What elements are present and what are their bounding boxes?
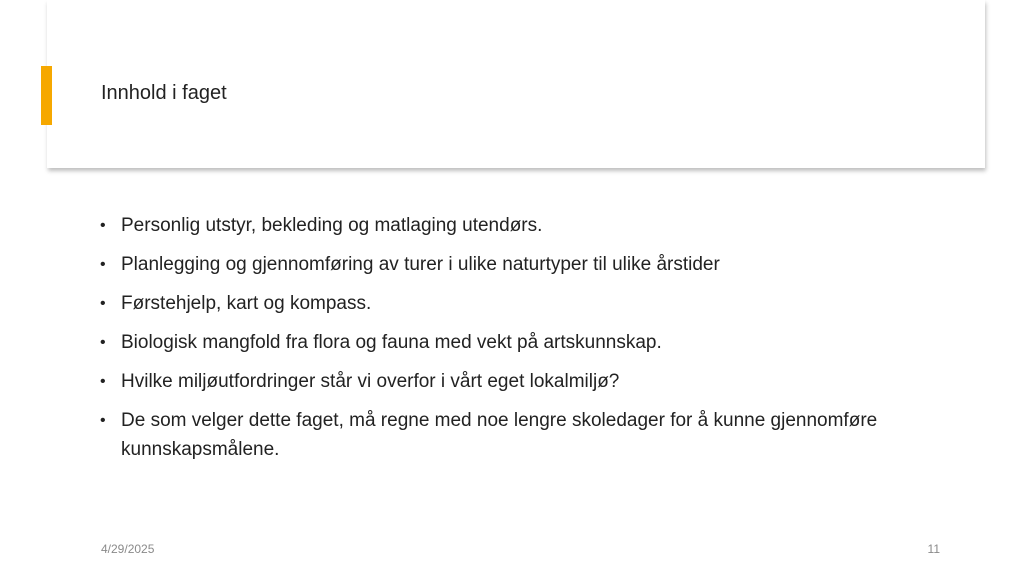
page-number: 11: [927, 542, 940, 556]
bullet-item-5: • Hvilke miljøutfordringer står vi overfor i vårt eget lokalmiljø?: [100, 367, 900, 396]
bullet-item-6: • De som velger dette faget, må regne med noe lengre skoledager for å kunne gjennomføre kunnskapsmålene.: [100, 406, 900, 464]
bullet-item-4: • Biologisk mangfold fra flora og fauna med vekt på artskunnskap.: [100, 328, 900, 357]
bullet-item-3: • Førstehjelp, kart og kompass.: [100, 289, 900, 318]
title-accent-bar: [41, 66, 52, 125]
bullet-item-2: • Planlegging og gjennomføring av turer i ulike naturtyper til ulike årstider: [100, 250, 900, 279]
bullet-item-1: • Personlig utstyr, bekleding og matlaging utendørs.: [100, 211, 900, 240]
footer-date: 4/29/2025: [101, 542, 155, 556]
slide-title: Innhold i faget: [101, 82, 227, 104]
bullet-list: [100, 211, 900, 474]
